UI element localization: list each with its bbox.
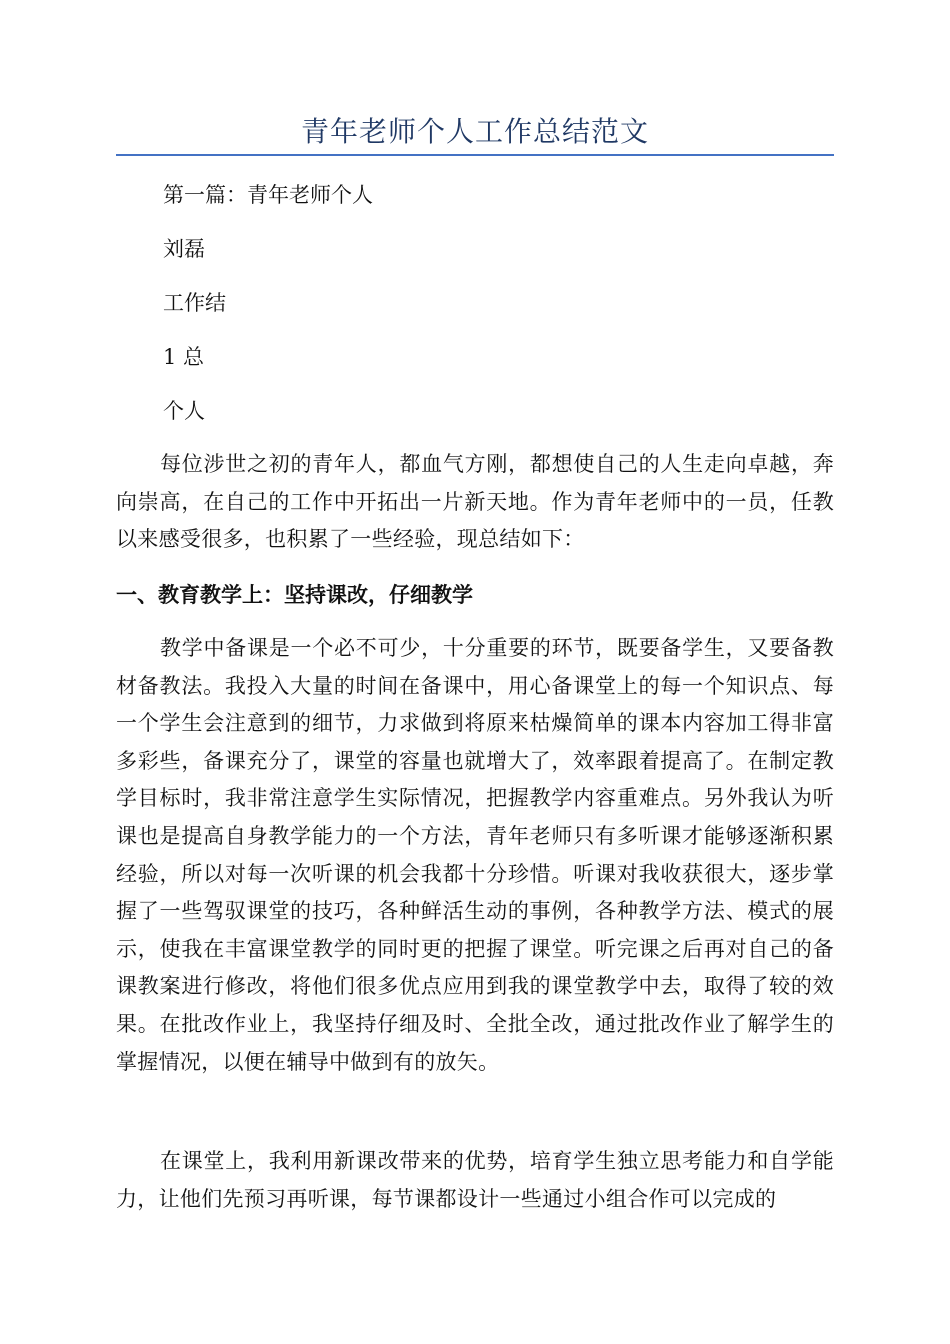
short-line-4: 1 总 (163, 345, 205, 369)
short-line-2: 刘磊 (163, 237, 205, 261)
short-line-1: 第一篇：青年老师个人 (163, 183, 373, 207)
title-underline (116, 154, 834, 156)
body-paragraph-2: 在课堂上，我利用新课改带来的优势，培育学生独立思考能力和自学能力，让他们先预习再听课，每节课都设计一些通过小组合作可以完成的 (116, 1149, 834, 1211)
document-title: 青年老师个人工作总结范文 (300, 115, 649, 148)
section-heading: 一、教育教学上：坚持课改，仔细教学 (116, 582, 473, 607)
intro-paragraph: 每位涉世之初的青年人，都血气方刚，都想使自己的人生走向卓越，奔向崇高，在自己的工作中开拓出一片新天地。作为青年老师中的一员，任教以来感受很多，也积累了一些经验，现总结如下： (116, 452, 834, 552)
short-line-3: 工作结 (163, 291, 226, 315)
body-paragraph-1: 教学中备课是一个必不可少，十分重要的环节，既要备学生，又要备教材备教法。我投入大量的时间在备课中，用心备课堂上的每一个知识点、每一个学生会注意到的细节，力求做到将原来枯燥简单的课本内容加工得非富多彩些，备课充分了，课堂的容量也就增大了，效率跟着提高了。在制定教学目标时，我非常注意学生实际情况，把握教学内容重难点。另外我认为听课也是提高自身教学能力的一个方法，青年老师只有多听课才能够逐渐积累经验，所以对每一次听课的机会我都十分珍惜。听课对我收获很大，逐步掌握了一些驾驭课堂的技巧，各种鲜活生动的事例，各种教学方法、模式的展示，使我在丰富课堂教学的同时更的把握了课堂。听完课之后再对自己的备课教案进行修改，将他们很多优点应用到我的课堂教学中去，取得了较的效果。在批改作业上，我坚持仔细及时、全批全改，通过批改作业了解学生的掌握情况，以便在辅导中做到有的放矢。 (116, 636, 834, 1074)
short-line-5: 个人 (163, 399, 205, 423)
